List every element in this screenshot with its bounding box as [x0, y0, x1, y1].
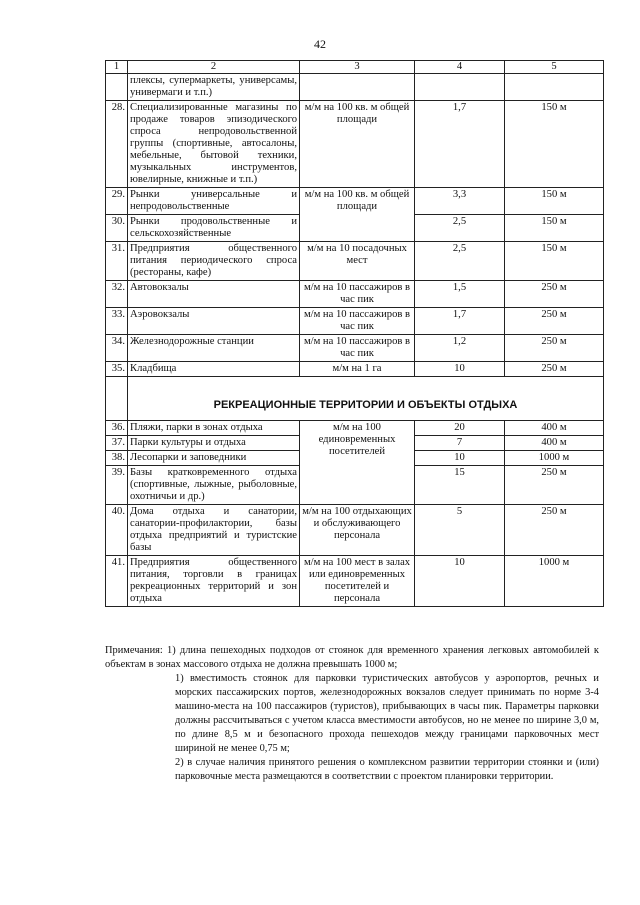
row-coef: 15	[415, 466, 505, 505]
row-name: Базы кратковременного отдыха (спортивные, лыжные, рыболовные, охотничьи и др.)	[128, 466, 300, 505]
notes-label: Примечания:	[105, 645, 163, 656]
row-name: Предприятия общественного питания, торговли в границах рекреационных территорий и зон отдыха	[128, 556, 300, 607]
table-row	[106, 362, 604, 377]
row-name: Специализированные магазины по продаже товаров эпизодического спроса непродовольственной группы (спортивные, автосалоны, мебельные, бытовой техники, музыкальных инструментов, ювелирные, книжные и т.п.)	[128, 101, 300, 188]
table-row	[106, 335, 604, 362]
col-header: 1	[106, 61, 128, 74]
row-coef	[415, 74, 505, 101]
row-distance: 400 м	[505, 436, 604, 451]
row-coef: 5	[415, 505, 505, 556]
row-number: 34.	[106, 335, 128, 362]
row-coef: 2,5	[415, 215, 505, 242]
table-row	[106, 74, 604, 101]
row-unit: м/м на 100 мест в залах или единовременных посетителей и персонала	[300, 556, 415, 607]
row-name: Предприятия общественного питания периодического спроса (рестораны, кафе)	[128, 242, 300, 281]
notes-block	[105, 644, 599, 784]
row-unit: м/м на 10 пассажиров в час пик	[300, 281, 415, 308]
row-name: Пляжи, парки в зонах отдыха	[128, 421, 300, 436]
note-1-text: 1) длина пешеходных подходов от стоянок для временного хранения легковых автомобилей к объектам в зонах массового отдыха не должна превышать 1000 м;	[105, 645, 599, 670]
row-distance: 250 м	[505, 281, 604, 308]
row-distance: 1000 м	[505, 556, 604, 607]
section-header-row	[106, 377, 604, 421]
row-distance	[505, 74, 604, 101]
row-distance: 1000 м	[505, 451, 604, 466]
section-blank-cell	[106, 377, 128, 421]
table-row	[106, 505, 604, 556]
row-coef: 2,5	[415, 242, 505, 281]
row-distance: 150 м	[505, 242, 604, 281]
row-name: плексы, супермаркеты, универсамы, универмаги и т.п.)	[128, 74, 300, 101]
row-number: 38.	[106, 451, 128, 466]
row-unit: м/м на 10 посадочных мест	[300, 242, 415, 281]
table-row	[106, 421, 604, 436]
row-unit: м/м на 10 пассажиров в час пик	[300, 308, 415, 335]
row-unit	[300, 74, 415, 101]
section-title: РЕКРЕАЦИОННЫЕ ТЕРРИТОРИИ И ОБЪЕКТЫ ОТДЫХА	[128, 377, 604, 421]
row-number: 36.	[106, 421, 128, 436]
row-coef: 10	[415, 362, 505, 377]
row-number: 31.	[106, 242, 128, 281]
row-distance: 250 м	[505, 505, 604, 556]
row-number	[106, 74, 128, 101]
row-coef: 10	[415, 451, 505, 466]
row-name: Рынки универсальные и непродовольственные	[128, 188, 300, 215]
row-coef: 1,2	[415, 335, 505, 362]
row-distance: 250 м	[505, 335, 604, 362]
row-coef: 7	[415, 436, 505, 451]
row-number: 28.	[106, 101, 128, 188]
row-number: 29.	[106, 188, 128, 215]
row-name: Железнодорожные станции	[128, 335, 300, 362]
row-number: 39.	[106, 466, 128, 505]
col-header: 3	[300, 61, 415, 74]
row-distance: 400 м	[505, 421, 604, 436]
row-unit: м/м на 1 га	[300, 362, 415, 377]
row-coef: 3,3	[415, 188, 505, 215]
note-2: 1) вместимость стоянок для парковки туристических автобусов у аэропортов, речных и морских пассажирских портов, железнодорожных вокзалов следует принимать по норме 3-4 машино-места на 100 пассажиров (туристов), прибывающих в часы пик. Параметры парковки должны рассчитываться с учетом класса вместимости автобусов, но не менее по ширине 3,0 м, по длине 8,5 м и безопасного прохода пешеходов между границами парковочных мест шириной не менее 0,75 м;	[175, 673, 599, 754]
row-coef: 1,5	[415, 281, 505, 308]
row-coef: 1,7	[415, 101, 505, 188]
row-number: 32.	[106, 281, 128, 308]
row-coef: 20	[415, 421, 505, 436]
row-number: 33.	[106, 308, 128, 335]
row-distance: 150 м	[505, 188, 604, 215]
table-row	[106, 242, 604, 281]
col-header: 2	[128, 61, 300, 74]
row-unit: м/м на 10 пассажиров в час пик	[300, 335, 415, 362]
col-header: 5	[505, 61, 604, 74]
row-number: 37.	[106, 436, 128, 451]
table-header-row	[106, 61, 604, 74]
row-distance: 150 м	[505, 101, 604, 188]
row-name: Парки культуры и отдыха	[128, 436, 300, 451]
row-unit: м/м на 100 кв. м общей площади	[300, 188, 415, 242]
row-distance: 250 м	[505, 308, 604, 335]
page-number: 42	[314, 37, 326, 51]
row-name: Дома отдыха и санатории, санатории-профилактории, базы отдыха предприятий и туристские базы	[128, 505, 300, 556]
row-name: Лесопарки и заповедники	[128, 451, 300, 466]
row-name: Автовокзалы	[128, 281, 300, 308]
row-number: 41.	[106, 556, 128, 607]
row-distance: 250 м	[505, 466, 604, 505]
table-row	[106, 188, 604, 215]
row-name: Аэровокзалы	[128, 308, 300, 335]
row-number: 40.	[106, 505, 128, 556]
row-distance: 250 м	[505, 362, 604, 377]
row-number: 30.	[106, 215, 128, 242]
row-unit: м/м на 100 единовременных посетителей	[300, 421, 415, 505]
row-name: Рынки продовольственные и сельскохозяйственные	[128, 215, 300, 242]
table-row	[106, 556, 604, 607]
row-distance: 150 м	[505, 215, 604, 242]
row-number: 35.	[106, 362, 128, 377]
table-row	[106, 281, 604, 308]
row-coef: 10	[415, 556, 505, 607]
table-row	[106, 101, 604, 188]
table-row	[106, 308, 604, 335]
row-name: Кладбища	[128, 362, 300, 377]
row-coef: 1,7	[415, 308, 505, 335]
note-3: 2) в случае наличия принятого решения о комплексном развитии территории стоянки и (или) парковочные места размещаются в соответствии с проектом планировки территории.	[175, 757, 599, 782]
row-unit: м/м на 100 отдыхающих и обслуживающего персонала	[300, 505, 415, 556]
note-1	[105, 644, 599, 672]
col-header: 4	[415, 61, 505, 74]
parking-norms-table	[105, 60, 604, 607]
row-unit: м/м на 100 кв. м общей площади	[300, 101, 415, 188]
